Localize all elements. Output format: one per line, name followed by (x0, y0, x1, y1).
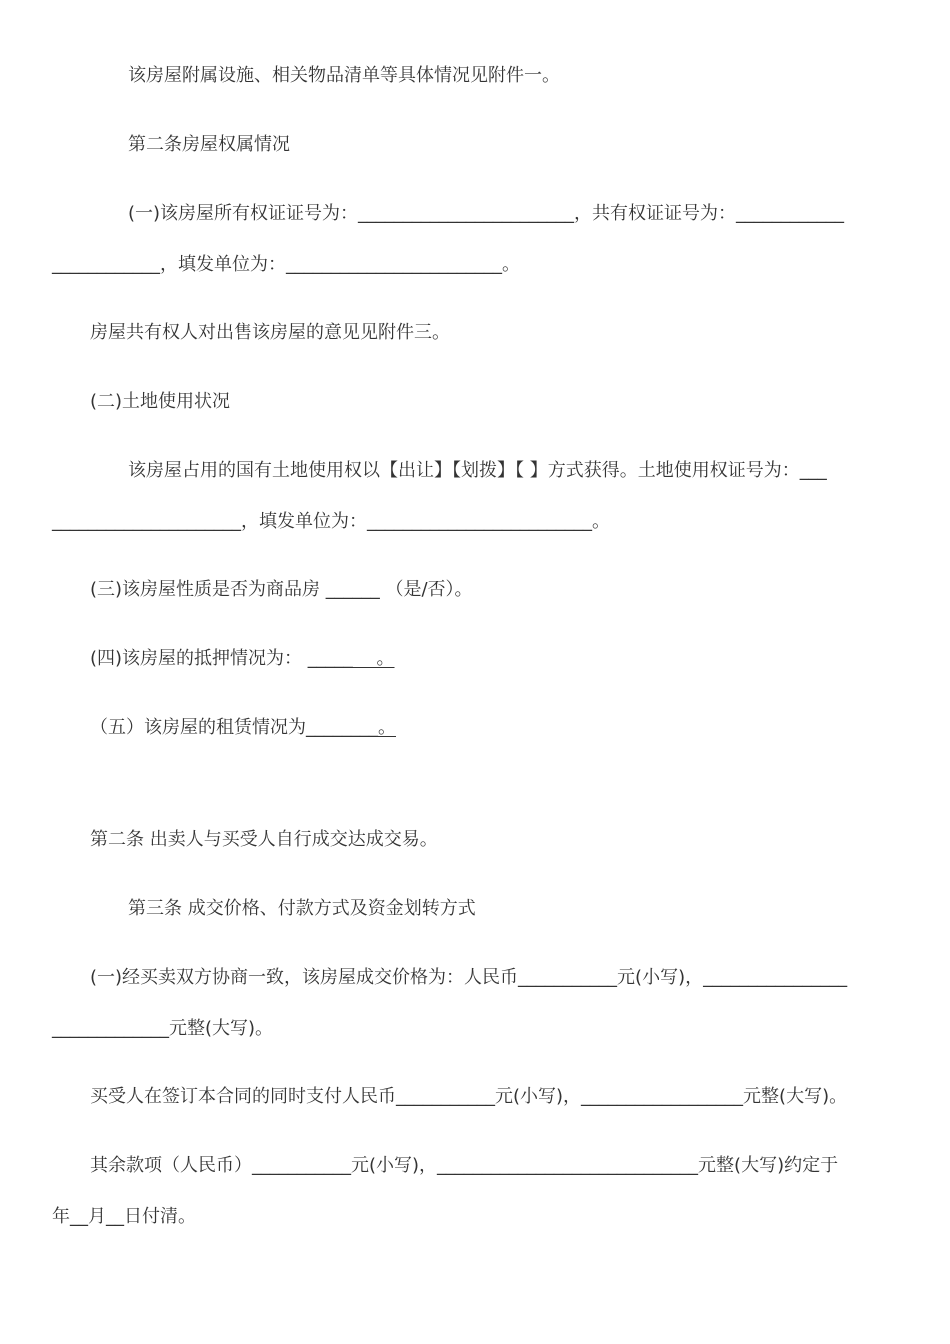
paragraph-certificate-numbers-line2: ____________，填发单位为：________________________。 (52, 254, 520, 275)
paragraph-remaining-payment-line1: 其余款项（人民币）___________元(小写)，_____________________________元整(大写)约定于 (90, 1155, 839, 1176)
paragraph-price-line2: _____________元整(大写)。 (52, 1018, 274, 1039)
heading-land-use-status: (二)土地使用状况 (90, 391, 231, 412)
paragraph-lease-status (90, 716, 396, 740)
paragraph-co-owner-opinion: 房屋共有权人对出售该房屋的意见见附件三。 (90, 322, 450, 343)
mortgage-blank: _____ 。 (307, 648, 395, 669)
paragraph-price-line1: (一)经买卖双方协商一致，该房屋成交价格为：人民币___________元(小写)，________________ (90, 967, 848, 988)
heading-article-two-ownership: 第二条房屋权属情况 (128, 134, 290, 155)
lease-label: （五）该房屋的租赁情况为 (90, 717, 306, 738)
paragraph-remaining-payment-line2: 年__月__日付清。 (52, 1206, 196, 1227)
paragraph-mortgage-status (90, 647, 395, 671)
heading-article-three-price: 第三条 成交价格、付款方式及资金划转方式 (128, 898, 476, 919)
paragraph-attachment-one: 该房屋附属设施、相关物品清单等具体情况见附件一。 (128, 65, 560, 86)
paragraph-land-use-right-line2: _____________________，填发单位为：_________________________。 (52, 511, 610, 532)
mortgage-label: (四)该房屋的抵押情况为： (90, 648, 303, 669)
heading-article-two-transaction: 第二条 出卖人与买受人自行成交达成交易。 (90, 829, 438, 850)
lease-blank: ________。 (306, 717, 396, 738)
paragraph-land-use-right-line1: 该房屋占用的国有土地使用权以【出让】【划拨】【 】方式获得。土地使用权证号为：___ (128, 460, 827, 481)
paragraph-deposit: 买受人在签订本合同的同时支付人民币___________元(小写)，__________________元整(大写)。 (90, 1086, 848, 1107)
paragraph-commercial-housing: (三)该房屋性质是否为商品房 ______ （是/否）。 (90, 579, 473, 600)
paragraph-certificate-numbers-line1: (一)该房屋所有权证证号为：________________________，共有权证证号为：____________ (128, 203, 845, 224)
